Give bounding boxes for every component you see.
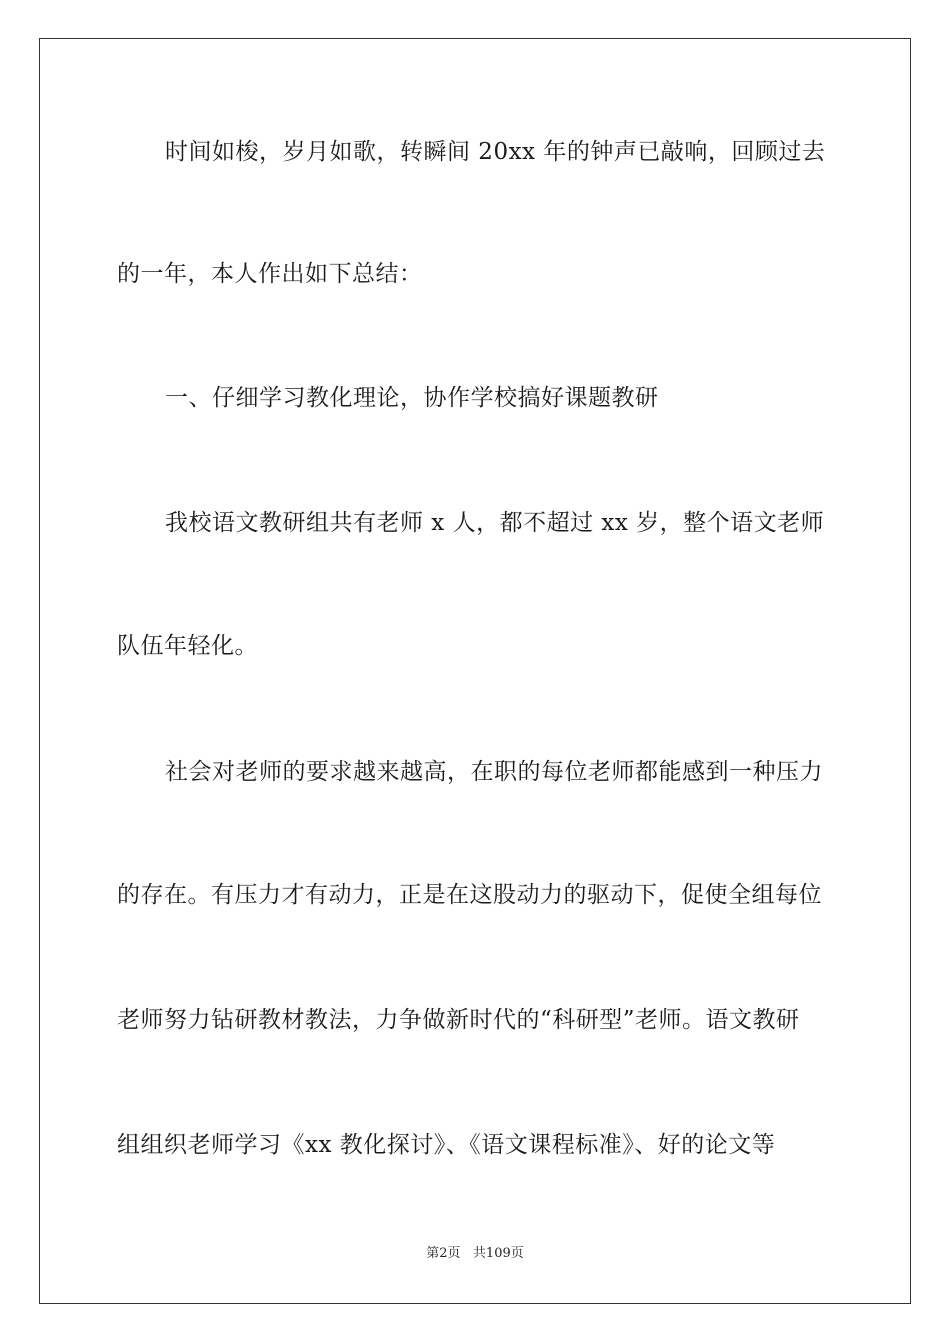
section-heading: 一、仔细学习教化理论，协作学校搞好课题教研 (165, 385, 659, 411)
page-number: 第2页 (426, 1246, 461, 1261)
page-footer (0, 1245, 950, 1263)
paragraph-line: 队伍年轻化。 (117, 633, 258, 659)
paragraph-line: 老师努力钻研教材教法，力争做新时代的“科研型”老师。语文教研 (117, 1007, 800, 1033)
paragraph-line: 社会对老师的要求越来越高，在职的每位老师都能感到一种压力 (165, 759, 823, 785)
paragraph-line: 组组织老师学习《xx 教化探讨》、《语文课程标准》、好的论文等 (117, 1132, 776, 1158)
paragraph-line: 的一年，本人作出如下总结： (117, 261, 423, 287)
paragraph-line: 时间如梭，岁月如歌，转瞬间 20xx 年的钟声已敲响，回顾过去 (165, 139, 826, 165)
paragraph-line: 我校语文教研组共有老师 x 人，都不超过 xx 岁，整个语文老师 (165, 510, 825, 536)
page-frame (39, 38, 911, 1304)
paragraph-line: 的存在。有压力才有动力，正是在这股动力的驱动下，促使全组每位 (117, 882, 822, 908)
page-total: 共109页 (472, 1246, 524, 1261)
